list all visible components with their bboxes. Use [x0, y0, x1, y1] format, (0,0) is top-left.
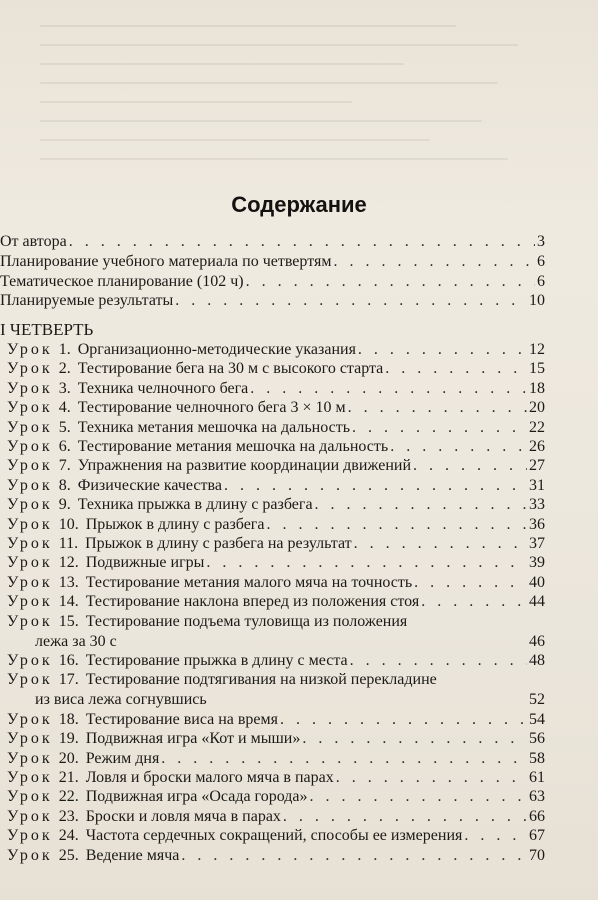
lesson-number: 9.: [58, 496, 71, 514]
lesson-word: Урок: [7, 360, 53, 378]
dot-leader: [421, 592, 527, 612]
lesson-title: Тестирование челночного бега 3 × 10 м: [77, 399, 346, 417]
lesson-entry: [7, 592, 545, 612]
lesson-entry: [7, 456, 545, 476]
lesson-title: Режим дня: [85, 749, 160, 767]
lesson-page: 37: [529, 535, 545, 552]
dot-leader: [354, 534, 527, 554]
lesson-page: 39: [529, 554, 545, 572]
lesson-page: 20: [529, 399, 545, 417]
toc-entry-page: 10: [529, 292, 545, 309]
lesson-number: 4.: [58, 399, 71, 417]
lesson-number: 18.: [58, 710, 79, 728]
lesson-entry: [7, 398, 545, 418]
lesson-page: 58: [529, 749, 545, 767]
dot-leader: [310, 787, 528, 807]
lesson-page: 33: [529, 496, 545, 514]
dot-leader: [414, 573, 527, 593]
lesson-number: 25.: [58, 846, 79, 864]
lesson-number: 19.: [58, 730, 79, 748]
lesson-title: Частота сердечных сокращений, способы ее измерения: [85, 827, 463, 845]
lesson-number: 22.: [58, 788, 79, 806]
lesson-title-continuation: из виса лежа согнувшись: [35, 691, 207, 709]
dot-leader: [280, 710, 527, 730]
lesson-entry: [7, 476, 545, 496]
lesson-number: 14.: [58, 593, 79, 611]
dot-leader: [206, 553, 527, 573]
lesson-word: Урок: [7, 846, 53, 864]
lesson-title: Тестирование бега на 30 м с высокого старта: [77, 360, 384, 378]
lesson-word: Урок: [7, 807, 53, 825]
lesson-word: Урок: [7, 749, 53, 767]
lesson-number: 5.: [58, 418, 71, 436]
lesson-title: Физические качества: [77, 476, 222, 494]
quarter-heading: I ЧЕТВЕРТЬ: [0, 320, 94, 339]
dot-leader: [302, 729, 527, 749]
dot-leader: [181, 846, 527, 866]
lesson-number: 21.: [58, 769, 79, 786]
lesson-entry: [7, 515, 545, 535]
dot-leader: [161, 749, 527, 769]
lesson-word: Урок: [7, 438, 53, 455]
lesson-page: 52: [529, 691, 545, 709]
lesson-entry: [7, 749, 545, 769]
toc-entry-page: 6: [537, 253, 545, 270]
lesson-number: 23.: [58, 807, 79, 825]
lesson-entry: [7, 651, 545, 671]
lesson-page: 44: [529, 593, 545, 611]
lesson-title: Тестирование наклона вперед из положения стоя: [85, 593, 420, 611]
lesson-number: 10.: [58, 515, 79, 533]
lesson-entry: [7, 418, 545, 438]
lesson-title: Тестирование метания малого мяча на точность: [85, 573, 413, 591]
lesson-word: Урок: [7, 573, 53, 591]
dot-leader: [336, 768, 527, 788]
lesson-entry: [7, 437, 545, 457]
lesson-title: Техника прыжка в длину с разбега: [77, 496, 313, 514]
lesson-page: 27: [529, 457, 545, 475]
lesson-page: 31: [529, 476, 545, 494]
lesson-page: 36: [529, 515, 545, 533]
lesson-entry: [7, 340, 545, 360]
lesson-title: Прыжок в длину с разбега: [85, 515, 265, 533]
lesson-entry: [7, 573, 545, 593]
lesson-title: Подвижная игра «Кот и мыши»: [85, 730, 301, 748]
toc-entry-title: Тематическое планирование (102 ч): [0, 273, 244, 290]
lesson-number: 8.: [58, 476, 71, 494]
dot-leader: [283, 807, 527, 827]
lesson-title: Техника челночного бега: [77, 379, 249, 397]
lesson-title: Подвижная игра «Осада города»: [85, 788, 308, 806]
lesson-word: Урок: [7, 827, 53, 845]
lesson-entry: [7, 495, 545, 515]
lesson-word: Урок: [7, 379, 53, 397]
lesson-word: Урок: [7, 652, 53, 669]
dot-leader: [69, 232, 535, 252]
lesson-number: 1.: [58, 341, 71, 358]
lesson-title: Тестирование виса на время: [85, 710, 279, 728]
dot-leader: [464, 826, 527, 846]
lesson-word: Урок: [7, 341, 53, 358]
dot-leader: [266, 515, 527, 535]
lesson-entry: [7, 807, 545, 827]
dot-leader: [250, 379, 527, 399]
lesson-entry: [7, 534, 545, 554]
lesson-page: 46: [529, 632, 545, 650]
lesson-word: Урок: [7, 671, 53, 689]
bleed-through-text: [40, 8, 560, 178]
lesson-title: Прыжок в длину с разбега на результат: [85, 535, 352, 552]
lesson-number: 24.: [58, 827, 79, 845]
dot-leader: [224, 476, 527, 496]
lesson-page: 26: [529, 438, 545, 455]
dot-leader: [358, 340, 527, 360]
lesson-number: 7.: [58, 457, 71, 475]
toc-entry: [0, 252, 545, 272]
lesson-page: 70: [529, 846, 545, 864]
lesson-word: Урок: [7, 476, 53, 494]
dot-leader: [350, 651, 527, 671]
lesson-number: 15.: [58, 612, 79, 630]
lesson-page: 67: [529, 827, 545, 845]
toc-entry: [0, 232, 545, 252]
lesson-number: 12.: [58, 554, 79, 572]
lesson-word: Урок: [7, 730, 53, 748]
lesson-entry: [7, 553, 545, 573]
lesson-page: 63: [529, 788, 545, 806]
lesson-word: Урок: [7, 612, 53, 630]
lesson-entry: [7, 787, 545, 807]
toc-entry-page: 6: [537, 273, 545, 290]
lesson-title: Тестирование подтягивания на низкой перекладине: [85, 671, 437, 689]
lesson-number: 20.: [58, 749, 79, 767]
toc-entry-page: 3: [537, 233, 545, 250]
lesson-entry: [7, 612, 488, 632]
lesson-title: Подвижные игры: [85, 554, 205, 572]
lesson-word: Урок: [7, 535, 53, 552]
lesson-number: 6.: [58, 438, 71, 455]
lesson-word: Урок: [7, 515, 53, 533]
dot-leader: [175, 291, 527, 311]
lesson-page: 12: [529, 341, 545, 358]
lesson-title: Ловля и броски малого мяча в парах: [85, 769, 334, 786]
lesson-page: 56: [529, 730, 545, 748]
lesson-word: Урок: [7, 788, 53, 806]
lesson-word: Урок: [7, 399, 53, 417]
dot-leader: [333, 252, 535, 272]
lesson-title: Ведение мяча: [85, 846, 180, 864]
toc-entry: [0, 291, 545, 311]
page-title: Содержание: [231, 192, 367, 217]
dot-leader: [315, 495, 527, 515]
lesson-word: Урок: [7, 554, 53, 572]
lesson-word: Урок: [7, 769, 53, 786]
lesson-page: 54: [529, 710, 545, 728]
lesson-page: 22: [529, 418, 545, 436]
lesson-entry: [7, 710, 545, 730]
lesson-word: Урок: [7, 496, 53, 514]
toc-entry: [0, 272, 545, 292]
lesson-page: 61: [529, 769, 545, 786]
lesson-number: 17.: [58, 671, 79, 689]
lesson-word: Урок: [7, 457, 53, 475]
lesson-word: Урок: [7, 593, 53, 611]
lesson-number: 16.: [58, 652, 79, 669]
lesson-entry: [7, 729, 545, 749]
lesson-title: Тестирование прыжка в длину с места: [85, 652, 348, 669]
dot-leader: [385, 359, 527, 379]
lesson-title-continuation: лежа за 30 с: [35, 632, 117, 650]
lesson-word: Урок: [7, 418, 53, 436]
lesson-entry: [7, 826, 545, 846]
lesson-entry: [7, 846, 545, 866]
dot-leader: [390, 437, 527, 457]
lesson-number: 11.: [58, 535, 79, 552]
lesson-word: Урок: [7, 710, 53, 728]
toc-entry-title: Планирование учебного материала по четвертям: [0, 253, 332, 270]
lesson-number: 2.: [58, 360, 71, 378]
lesson-entry: [7, 359, 545, 379]
lesson-title: Организационно-методические указания: [77, 341, 356, 358]
lesson-page: 15: [529, 360, 545, 378]
lesson-title: Упражнения на развитие координации движений: [77, 457, 412, 475]
dot-leader: [413, 456, 527, 476]
dot-leader: [246, 272, 535, 292]
dot-leader: [348, 398, 527, 418]
lesson-number: 3.: [58, 379, 71, 397]
lesson-page: 18: [529, 379, 545, 397]
lesson-page: 66: [529, 807, 545, 825]
lesson-title: Тестирование метания мешочка на дальность: [77, 438, 389, 455]
lesson-number: 13.: [58, 573, 79, 591]
toc-entry-title: Планируемые результаты: [0, 292, 174, 309]
lesson-title: Тестирование подъема туловища из положения: [85, 612, 408, 630]
lesson-title: Броски и ловля мяча в парах: [85, 807, 281, 825]
lesson-title: Техника метания мешочка на дальность: [77, 418, 351, 436]
lesson-page: 48: [529, 652, 545, 669]
lesson-entry: [7, 379, 545, 399]
dot-leader: [352, 418, 527, 438]
lesson-page: 40: [529, 573, 545, 591]
lesson-entry: [7, 670, 488, 690]
lesson-entry: [7, 768, 545, 788]
toc-entry-title: От автора: [0, 233, 67, 250]
